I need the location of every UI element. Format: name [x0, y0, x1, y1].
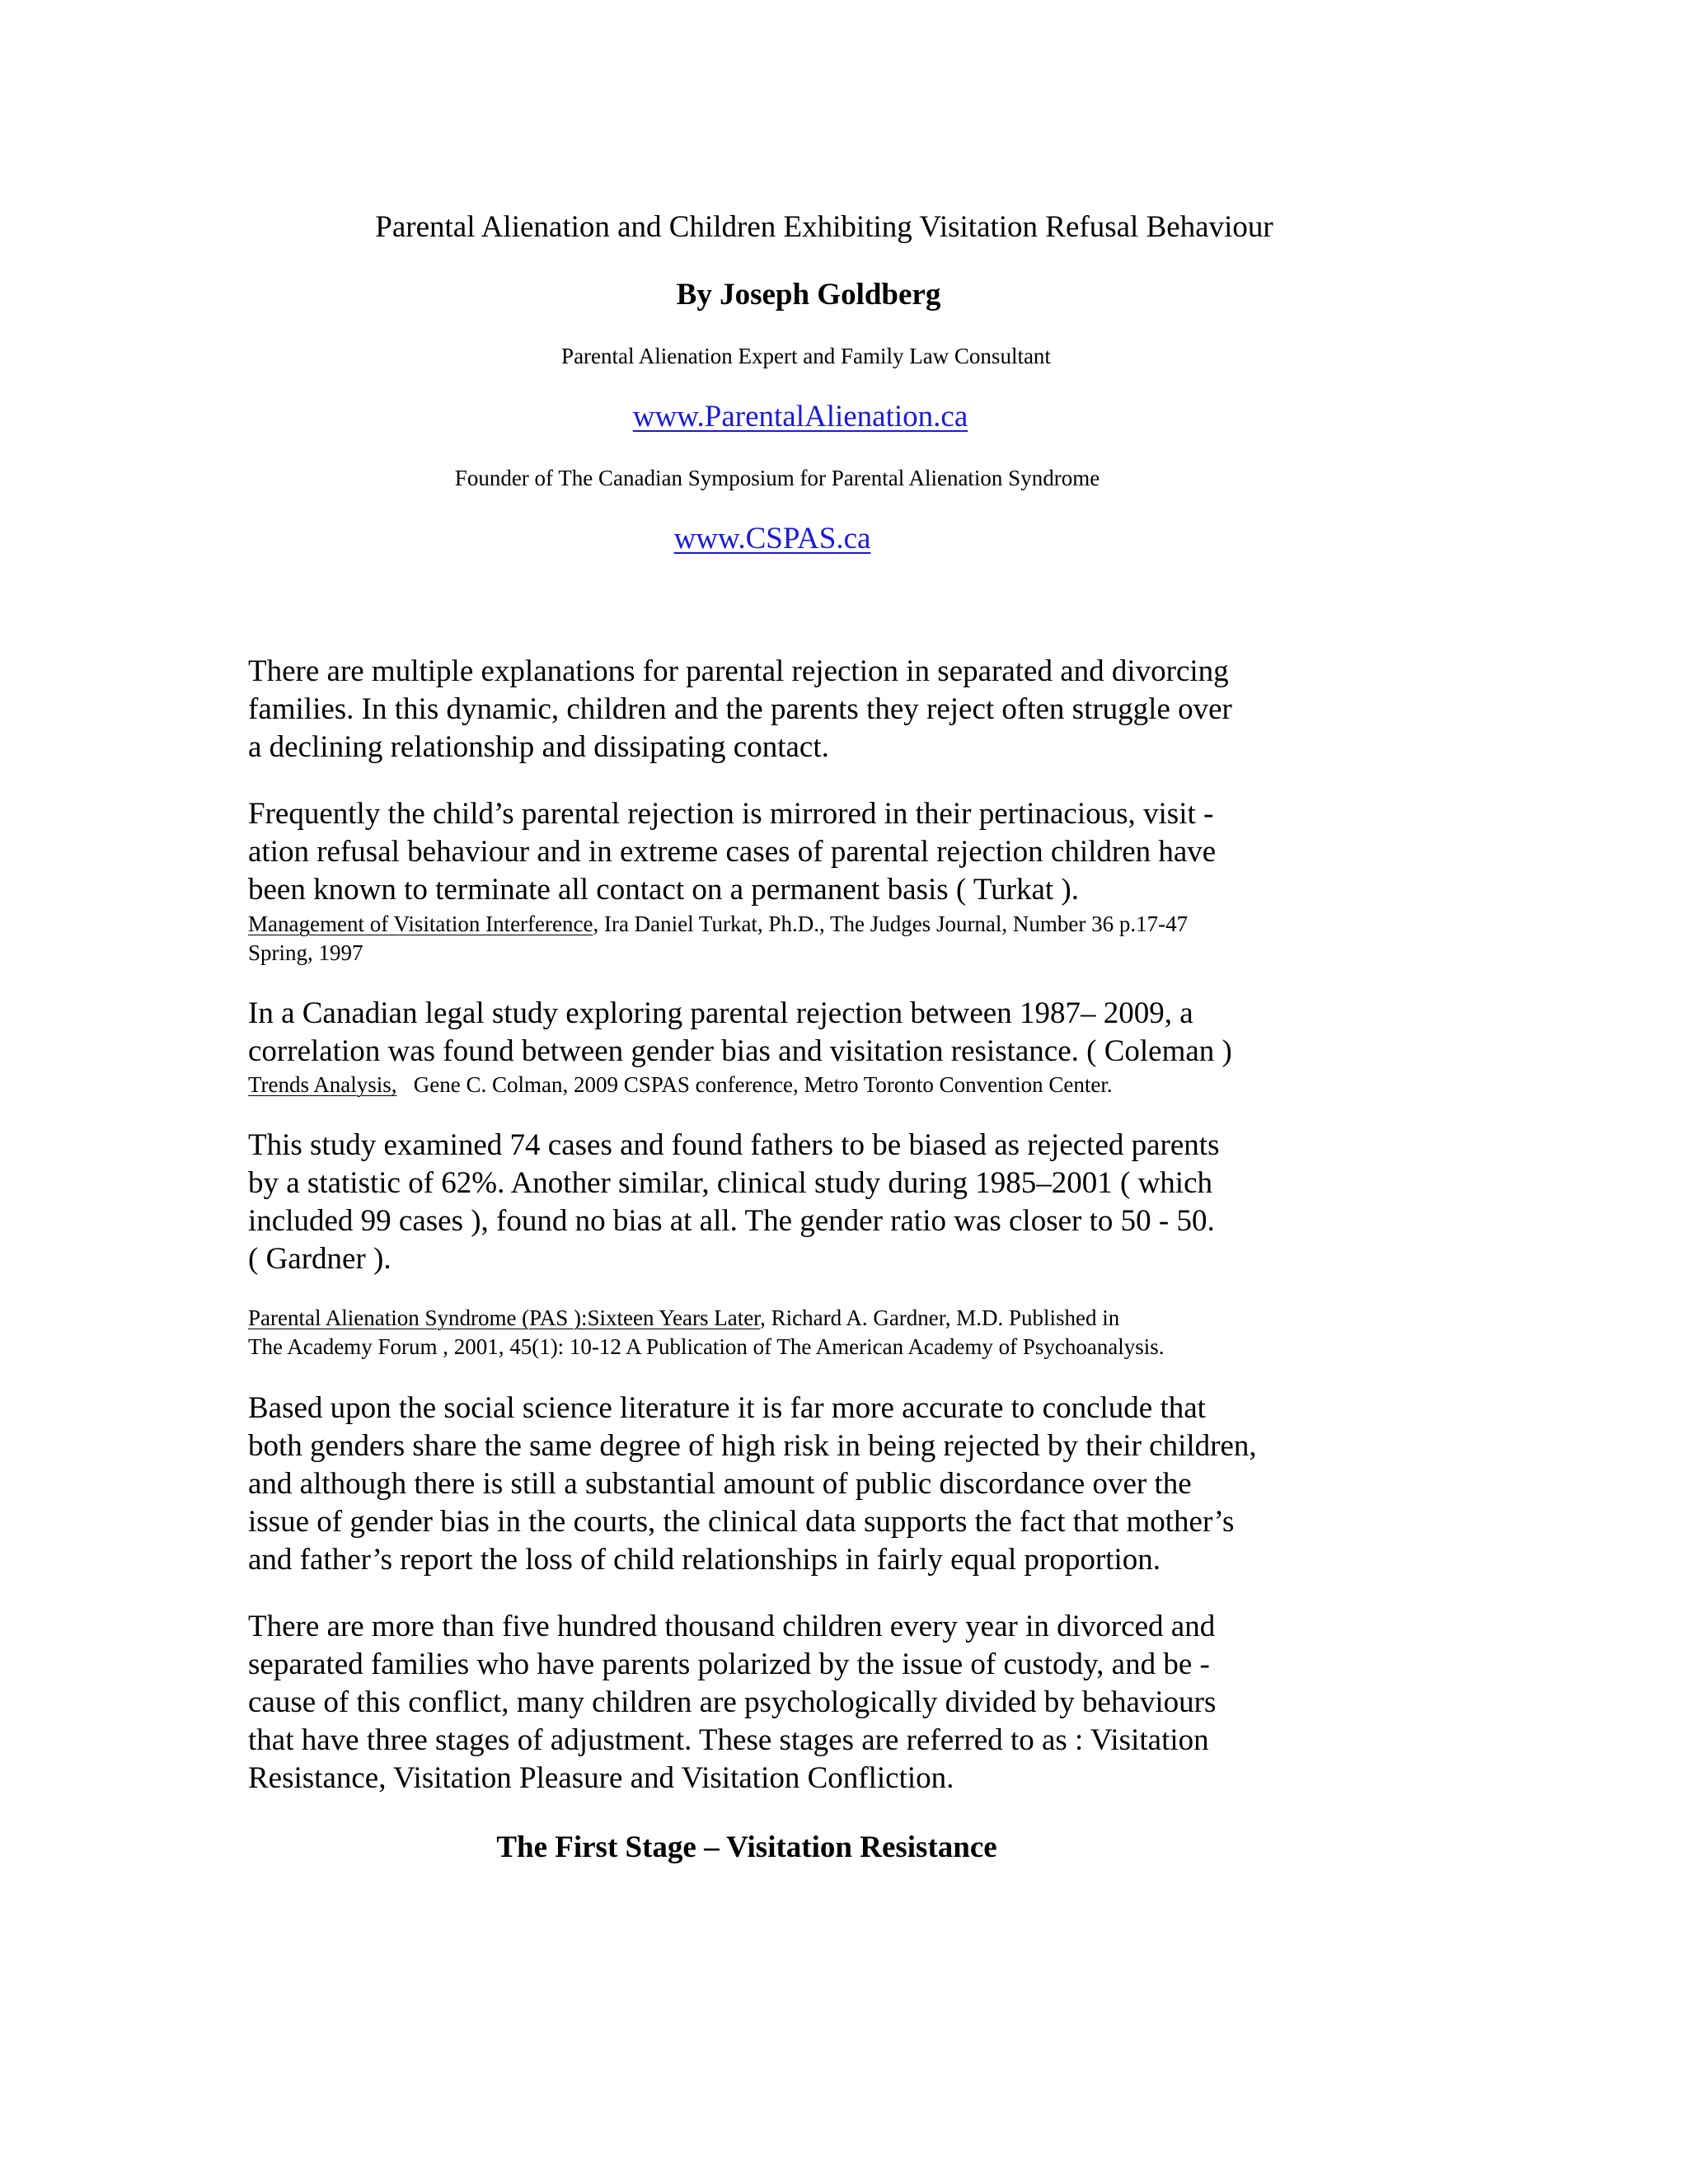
paragraph-line: In a Canadian legal study exploring parental rejection between 1987– 2009, a: [248, 996, 1193, 1030]
paragraph-line: ( Gardner ).: [248, 1242, 392, 1276]
paragraph-line: by a statistic of 62%. Another similar, clinical study during 1985–2001 ( which: [248, 1166, 1212, 1200]
author-name: By Joseph Goldberg: [676, 278, 941, 312]
citation-line: Spring, 1997: [248, 940, 363, 965]
website-link-cspas-container: [0, 519, 1545, 559]
citation-line: [248, 1304, 1165, 1333]
paragraph-3: [248, 995, 1232, 1071]
paragraph-line: families. In this dynamic, children and the parents they reject often struggle over: [248, 692, 1232, 726]
paragraph-5: [248, 1390, 1257, 1579]
citation-title: Management of Visitation Interference: [248, 912, 593, 936]
section-heading: The First Stage – Visitation Resistance: [496, 1830, 997, 1864]
paragraph-line: Resistance, Visitation Pleasure and Visitation Confliction.: [248, 1761, 954, 1795]
paragraph-1: [248, 653, 1232, 766]
paragraph-line: been known to terminate all contact on a permanent basis ( Turkat ).: [248, 873, 1079, 907]
paragraph-line: included 99 cases ), found no bias at all. The gender ratio was closer to 50 - 50.: [248, 1204, 1215, 1238]
paragraph-line: Frequently the child’s parental rejection is mirrored in their pertinacious, visit -: [248, 797, 1214, 831]
paragraph-line: both genders share the same degree of high risk in being rejected by their children,: [248, 1429, 1257, 1463]
citation-colman: [248, 1071, 1113, 1099]
citation-title: Parental Alienation Syndrome (PAS ):Sixteen Years Later: [248, 1305, 761, 1330]
citation-line: [248, 1071, 1113, 1099]
citation-line: The Academy Forum , 2001, 45(1): 10-12 A Publication of The American Academy of Psychoanalysis.: [248, 1334, 1165, 1359]
paragraph-line: issue of gender bias in the courts, the clinical data supports the fact that mother’s: [248, 1505, 1235, 1539]
author-role: Parental Alienation Expert and Family Law Consultant: [561, 344, 1051, 368]
paragraph-line: There are multiple explanations for parental rejection in separated and divorcing: [248, 654, 1229, 688]
website-link-parental-alienation[interactable]: www.ParentalAlienation.ca: [632, 400, 968, 434]
website-link-cspas[interactable]: www.CSPAS.ca: [673, 522, 871, 555]
paragraph-2: [248, 795, 1216, 909]
paragraph-line: This study examined 74 cases and found fathers to be biased as rejected parents: [248, 1128, 1220, 1162]
paragraph-line: and father’s report the loss of child relationships in fairly equal proportion.: [248, 1543, 1160, 1577]
citation-line: [248, 910, 1188, 939]
website-link-parental-alienation-container: [0, 397, 1601, 437]
paragraph-6: [248, 1608, 1216, 1797]
paragraph-4: [248, 1127, 1219, 1278]
paragraph-line: that have three stages of adjustment. These stages are referred to as : Visitation: [248, 1723, 1209, 1757]
paragraph-line: There are more than five hundred thousand children every year in divorced and: [248, 1610, 1216, 1643]
citation-gardner: [248, 1304, 1165, 1361]
paragraph-line: Based upon the social science literature it is far more accurate to conclude that: [248, 1391, 1206, 1425]
citation-text: , Ira Daniel Turkat, Ph.D., The Judges Journal, Number 36 p.17-47: [593, 912, 1189, 936]
citation-text: , Richard A. Gardner, M.D. Published in: [760, 1305, 1120, 1330]
paragraph-line: and although there is still a substantial amount of public discordance over the: [248, 1467, 1192, 1501]
paragraph-line: ation refusal behaviour and in extreme cases of parental rejection children have: [248, 835, 1217, 869]
document-title: Parental Alienation and Children Exhibiting Visitation Refusal Behaviour: [375, 210, 1273, 244]
paragraph-line: separated families who have parents polarized by the issue of custody, and be -: [248, 1647, 1210, 1681]
paragraph-line: a declining relationship and dissipating contact.: [248, 730, 829, 764]
citation-text: Gene C. Colman, 2009 CSPAS conference, Metro Toronto Convention Center.: [396, 1072, 1113, 1097]
paragraph-line: correlation was found between gender bias and visitation resistance. ( Coleman ): [248, 1034, 1232, 1068]
paragraph-line: cause of this conflict, many children are psychologically divided by behaviours: [248, 1685, 1217, 1719]
founder-line: Founder of The Canadian Symposium for Parental Alienation Syndrome: [454, 466, 1100, 490]
citation-title: Trends Analysis,: [248, 1072, 397, 1097]
citation-turkat: [248, 910, 1188, 968]
